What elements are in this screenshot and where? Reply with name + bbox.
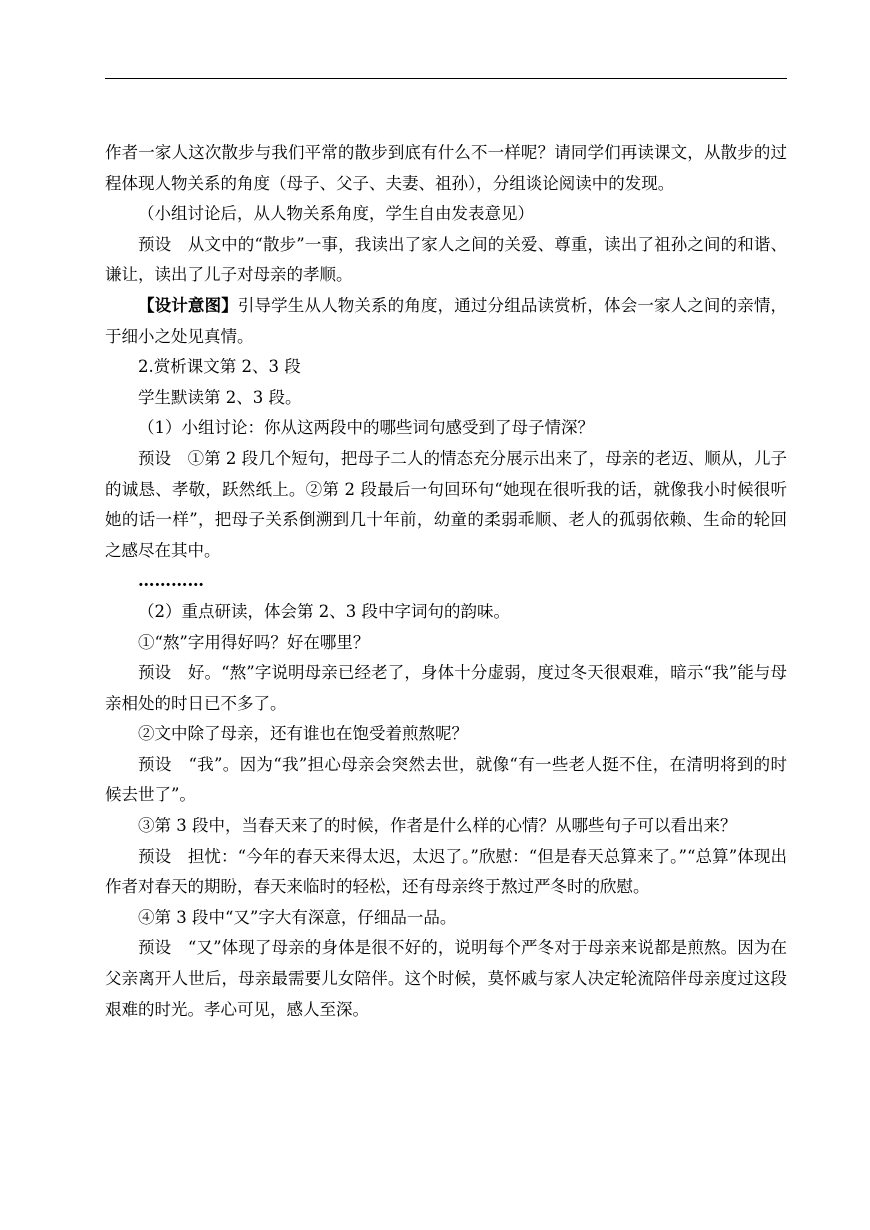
paragraph-question-1 — [105, 413, 787, 444]
paragraph-text: ①“熬”字用得好吗？好在哪里？ — [138, 632, 370, 652]
paragraph-text: （2）重点研读，体会第 2、3 段中字词句的韵味。 — [138, 601, 510, 621]
paragraph-intro-question — [105, 138, 787, 199]
paragraph-text: 预设 从文中的“散步”一事，我读出了家人之间的关爱、尊重，读出了祖孙之间的和谐、谦让，读出了儿子对母亲的孝顺。 — [105, 234, 787, 285]
paragraph-subquestion-3 — [105, 811, 787, 842]
paragraph-text: 作者一家人这次散步与我们平常的散步到底有什么不一样呢？请同学们再读课文，从散步的过程体现人物关系的角度（母子、父子、夫妻、祖孙），分组谈论阅读中的发现。 — [105, 143, 787, 193]
paragraph-preset-mother-son — [105, 444, 787, 566]
paragraph-subquestion-1 — [105, 628, 787, 659]
paragraph-subquestion-2 — [105, 719, 787, 750]
paragraph-text: （1）小组讨论：你从这两段中的哪些词句感受到了母子情深？ — [138, 418, 594, 438]
paragraph-preset-ao — [105, 658, 787, 719]
paragraph-text: 预设 ①第 2 段几个短句，把母子二人的情态充分展示出来了，母亲的老迈、顺从，儿子的诚恳、孝敬，跃然纸上。②第 2 段最后一句回环句“她现在很听我的话，就像我小时候很听她的话一样”，把母子关系倒溯到几十年前，幼童的柔弱乖顺、老人的孤弱依赖、生命的轮回之感尽在其中。 — [105, 448, 787, 560]
paragraph-text: 预设 好。“熬”字说明母亲已经老了，身体十分虚弱，度过冬天很艰难，暗示“我”能与母亲相处的时日已不多了。 — [105, 663, 787, 713]
paragraph-text: ④第 3 段中“又”字大有深意，仔细品一品。 — [138, 907, 457, 927]
paragraph-subquestion-4 — [105, 903, 787, 934]
header-rule — [105, 78, 787, 79]
paragraph-text: 引导学生从人物关系的角度，通过分组品读赏析，体会一家人之间的亲情，于细小之处见真情。 — [105, 295, 788, 346]
paragraph-question-2 — [105, 597, 787, 628]
paragraph-text: 预设 担忧：“今年的春天来得太迟，太迟了。”欣慰：“但是春天总算来了。”“总算”体现出作者对春天的期盼，春天来临时的轻松，还有母亲终于熬过严冬时的欣慰。 — [105, 846, 787, 897]
paragraph-silent-reading — [105, 383, 787, 414]
paragraph-text: ②文中除了母亲，还有谁也在饱受着煎熬呢？ — [138, 724, 468, 744]
section-heading-analysis — [105, 352, 787, 383]
paragraph-preset-you — [105, 933, 787, 1025]
paragraph-preset-spring — [105, 842, 787, 903]
paragraph-text: 预设 “我”。因为“我”担心母亲会突然去世，就像“有一些老人挺不住，在清明将到的时候去世了”。 — [105, 754, 787, 805]
ellipsis-text: ………… — [138, 571, 204, 591]
paragraph-ellipsis — [105, 566, 787, 597]
paragraph-preset-relationships — [105, 230, 787, 291]
document-body — [105, 138, 787, 1025]
paragraph-text: ③第 3 段中，当春天来了的时候，作者是什么样的心情？从哪些句子可以看出来？ — [138, 816, 737, 836]
paragraph-text: 学生默读第 2、3 段。 — [138, 387, 302, 407]
paragraph-text: （小组讨论后，从人物关系角度，学生自由发表意见） — [138, 204, 534, 224]
paragraph-text: 预设 “又”体现了母亲的身体是很不好的，说明每个严冬对于母亲来说都是煎熬。因为在父亲离开人世后，母亲最需要儿女陪伴。这个时候，莫怀戚与家人决定轮流陪伴母亲度过这段艰难的时光。孝心可见，感人至深。 — [105, 938, 787, 1019]
paragraph-group-discussion-note — [105, 199, 787, 230]
paragraph-text: 2.赏析课文第 2、3 段 — [138, 357, 301, 377]
design-intent-label: 【设计意图】 — [138, 295, 238, 315]
paragraph-preset-me — [105, 750, 787, 811]
paragraph-design-intent — [105, 291, 787, 352]
